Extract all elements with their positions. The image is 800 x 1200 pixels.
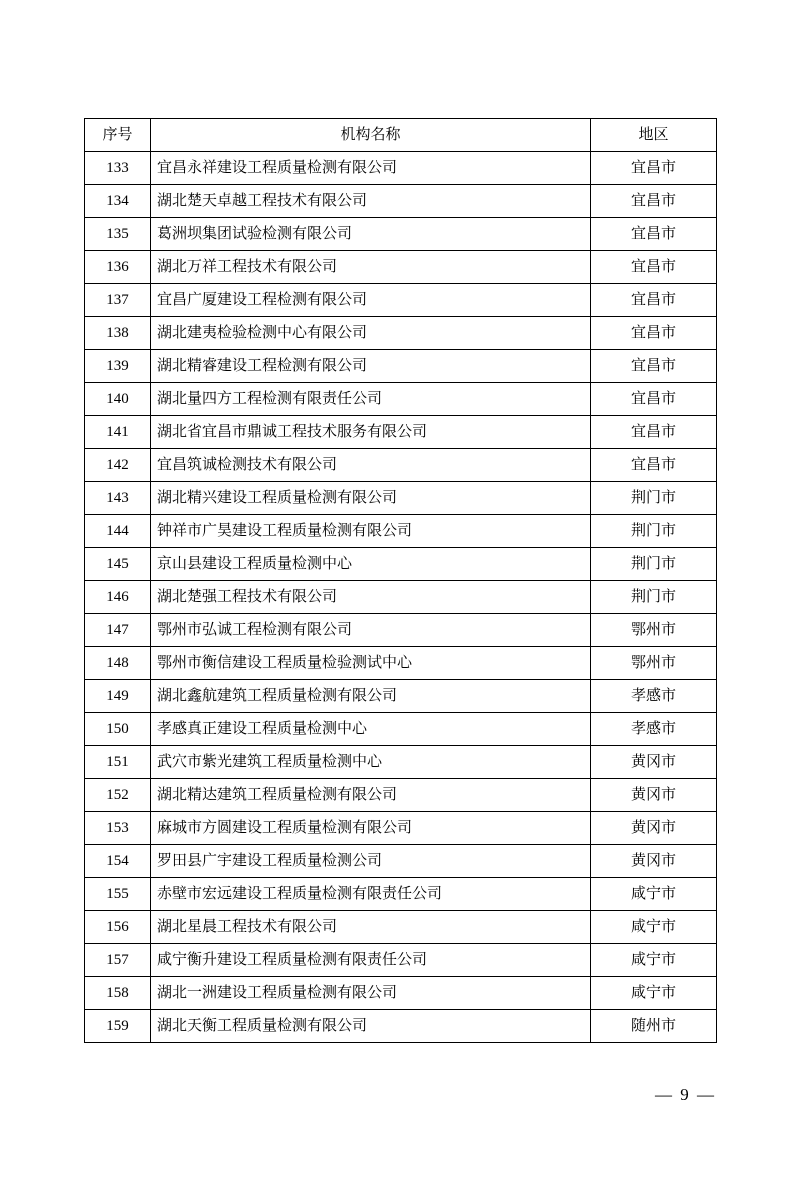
cell-institution-name: 湖北楚天卓越工程技术有限公司 <box>151 185 591 218</box>
cell-seq: 159 <box>85 1010 151 1043</box>
table-row <box>85 680 717 713</box>
cell-seq: 152 <box>85 779 151 812</box>
table-row <box>85 548 717 581</box>
cell-institution-name: 鄂州市衡信建设工程质量检验测试中心 <box>151 647 591 680</box>
cell-region: 咸宁市 <box>591 977 717 1010</box>
cell-institution-name: 宜昌永祥建设工程质量检测有限公司 <box>151 152 591 185</box>
table-row <box>85 845 717 878</box>
cell-region: 宜昌市 <box>591 449 717 482</box>
cell-seq: 157 <box>85 944 151 977</box>
table-row <box>85 284 717 317</box>
table-row <box>85 515 717 548</box>
cell-seq: 138 <box>85 317 151 350</box>
cell-institution-name: 鄂州市弘诚工程检测有限公司 <box>151 614 591 647</box>
table-row <box>85 746 717 779</box>
cell-institution-name: 湖北建夷检验检测中心有限公司 <box>151 317 591 350</box>
cell-region: 鄂州市 <box>591 614 717 647</box>
cell-region: 荆门市 <box>591 581 717 614</box>
cell-institution-name: 武穴市紫光建筑工程质量检测中心 <box>151 746 591 779</box>
cell-seq: 135 <box>85 218 151 251</box>
table-row <box>85 251 717 284</box>
cell-region: 宜昌市 <box>591 251 717 284</box>
cell-region: 黄冈市 <box>591 779 717 812</box>
table-row <box>85 416 717 449</box>
cell-seq: 142 <box>85 449 151 482</box>
cell-region: 孝感市 <box>591 713 717 746</box>
cell-seq: 139 <box>85 350 151 383</box>
cell-region: 宜昌市 <box>591 218 717 251</box>
table-row <box>85 977 717 1010</box>
cell-region: 宜昌市 <box>591 350 717 383</box>
cell-region: 宜昌市 <box>591 185 717 218</box>
cell-region: 宜昌市 <box>591 284 717 317</box>
cell-institution-name: 咸宁衡升建设工程质量检测有限责任公司 <box>151 944 591 977</box>
cell-seq: 133 <box>85 152 151 185</box>
cell-institution-name: 京山县建设工程质量检测中心 <box>151 548 591 581</box>
table-row <box>85 152 717 185</box>
cell-region: 随州市 <box>591 1010 717 1043</box>
cell-seq: 151 <box>85 746 151 779</box>
cell-seq: 136 <box>85 251 151 284</box>
cell-region: 宜昌市 <box>591 383 717 416</box>
cell-seq: 146 <box>85 581 151 614</box>
cell-institution-name: 宜昌广厦建设工程检测有限公司 <box>151 284 591 317</box>
cell-seq: 140 <box>85 383 151 416</box>
cell-region: 宜昌市 <box>591 317 717 350</box>
table-row <box>85 614 717 647</box>
table-row <box>85 185 717 218</box>
cell-seq: 134 <box>85 185 151 218</box>
cell-region: 荆门市 <box>591 515 717 548</box>
table-header-row <box>85 119 717 152</box>
table-row <box>85 218 717 251</box>
table-row <box>85 383 717 416</box>
cell-institution-name: 湖北万祥工程技术有限公司 <box>151 251 591 284</box>
cell-institution-name: 湖北鑫航建筑工程质量检测有限公司 <box>151 680 591 713</box>
table-row <box>85 647 717 680</box>
cell-institution-name: 湖北楚强工程技术有限公司 <box>151 581 591 614</box>
cell-seq: 153 <box>85 812 151 845</box>
cell-institution-name: 湖北量四方工程检测有限责任公司 <box>151 383 591 416</box>
cell-seq: 154 <box>85 845 151 878</box>
table-row <box>85 482 717 515</box>
cell-region: 孝感市 <box>591 680 717 713</box>
cell-institution-name: 湖北天衡工程质量检测有限公司 <box>151 1010 591 1043</box>
column-header-name: 机构名称 <box>151 119 591 152</box>
cell-seq: 147 <box>85 614 151 647</box>
cell-institution-name: 湖北省宜昌市鼎诚工程技术服务有限公司 <box>151 416 591 449</box>
cell-seq: 158 <box>85 977 151 1010</box>
cell-seq: 149 <box>85 680 151 713</box>
cell-region: 黄冈市 <box>591 746 717 779</box>
table-row <box>85 1010 717 1043</box>
cell-institution-name: 麻城市方圆建设工程质量检测有限公司 <box>151 812 591 845</box>
table-row <box>85 779 717 812</box>
table-row <box>85 812 717 845</box>
cell-institution-name: 湖北精达建筑工程质量检测有限公司 <box>151 779 591 812</box>
table-header <box>85 119 717 152</box>
cell-institution-name: 湖北精睿建设工程检测有限公司 <box>151 350 591 383</box>
cell-seq: 148 <box>85 647 151 680</box>
cell-region: 咸宁市 <box>591 911 717 944</box>
table-row <box>85 878 717 911</box>
table-row <box>85 944 717 977</box>
cell-region: 荆门市 <box>591 548 717 581</box>
cell-seq: 155 <box>85 878 151 911</box>
column-header-seq: 序号 <box>85 119 151 152</box>
table-row <box>85 581 717 614</box>
cell-region: 黄冈市 <box>591 812 717 845</box>
table-body <box>85 152 717 1043</box>
page-number: — 9 — <box>655 1085 716 1104</box>
cell-institution-name: 赤壁市宏远建设工程质量检测有限责任公司 <box>151 878 591 911</box>
cell-seq: 145 <box>85 548 151 581</box>
cell-region: 宜昌市 <box>591 152 717 185</box>
table-row <box>85 449 717 482</box>
table-row <box>85 350 717 383</box>
cell-region: 咸宁市 <box>591 944 717 977</box>
cell-institution-name: 宜昌筑诚检测技术有限公司 <box>151 449 591 482</box>
cell-institution-name: 湖北星晨工程技术有限公司 <box>151 911 591 944</box>
institution-table-container <box>84 118 716 1043</box>
cell-institution-name: 湖北一洲建设工程质量检测有限公司 <box>151 977 591 1010</box>
table-row <box>85 911 717 944</box>
cell-region: 鄂州市 <box>591 647 717 680</box>
cell-seq: 137 <box>85 284 151 317</box>
cell-seq: 156 <box>85 911 151 944</box>
cell-institution-name: 钟祥市广昊建设工程质量检测有限公司 <box>151 515 591 548</box>
cell-seq: 141 <box>85 416 151 449</box>
cell-region: 咸宁市 <box>591 878 717 911</box>
cell-institution-name: 孝感真正建设工程质量检测中心 <box>151 713 591 746</box>
institution-table <box>84 118 717 1043</box>
table-row <box>85 713 717 746</box>
cell-seq: 144 <box>85 515 151 548</box>
cell-institution-name: 葛洲坝集团试验检测有限公司 <box>151 218 591 251</box>
cell-region: 黄冈市 <box>591 845 717 878</box>
cell-seq: 143 <box>85 482 151 515</box>
table-row <box>85 317 717 350</box>
cell-region: 荆门市 <box>591 482 717 515</box>
cell-institution-name: 湖北精兴建设工程质量检测有限公司 <box>151 482 591 515</box>
cell-institution-name: 罗田县广宇建设工程质量检测公司 <box>151 845 591 878</box>
column-header-region: 地区 <box>591 119 717 152</box>
cell-seq: 150 <box>85 713 151 746</box>
cell-region: 宜昌市 <box>591 416 717 449</box>
